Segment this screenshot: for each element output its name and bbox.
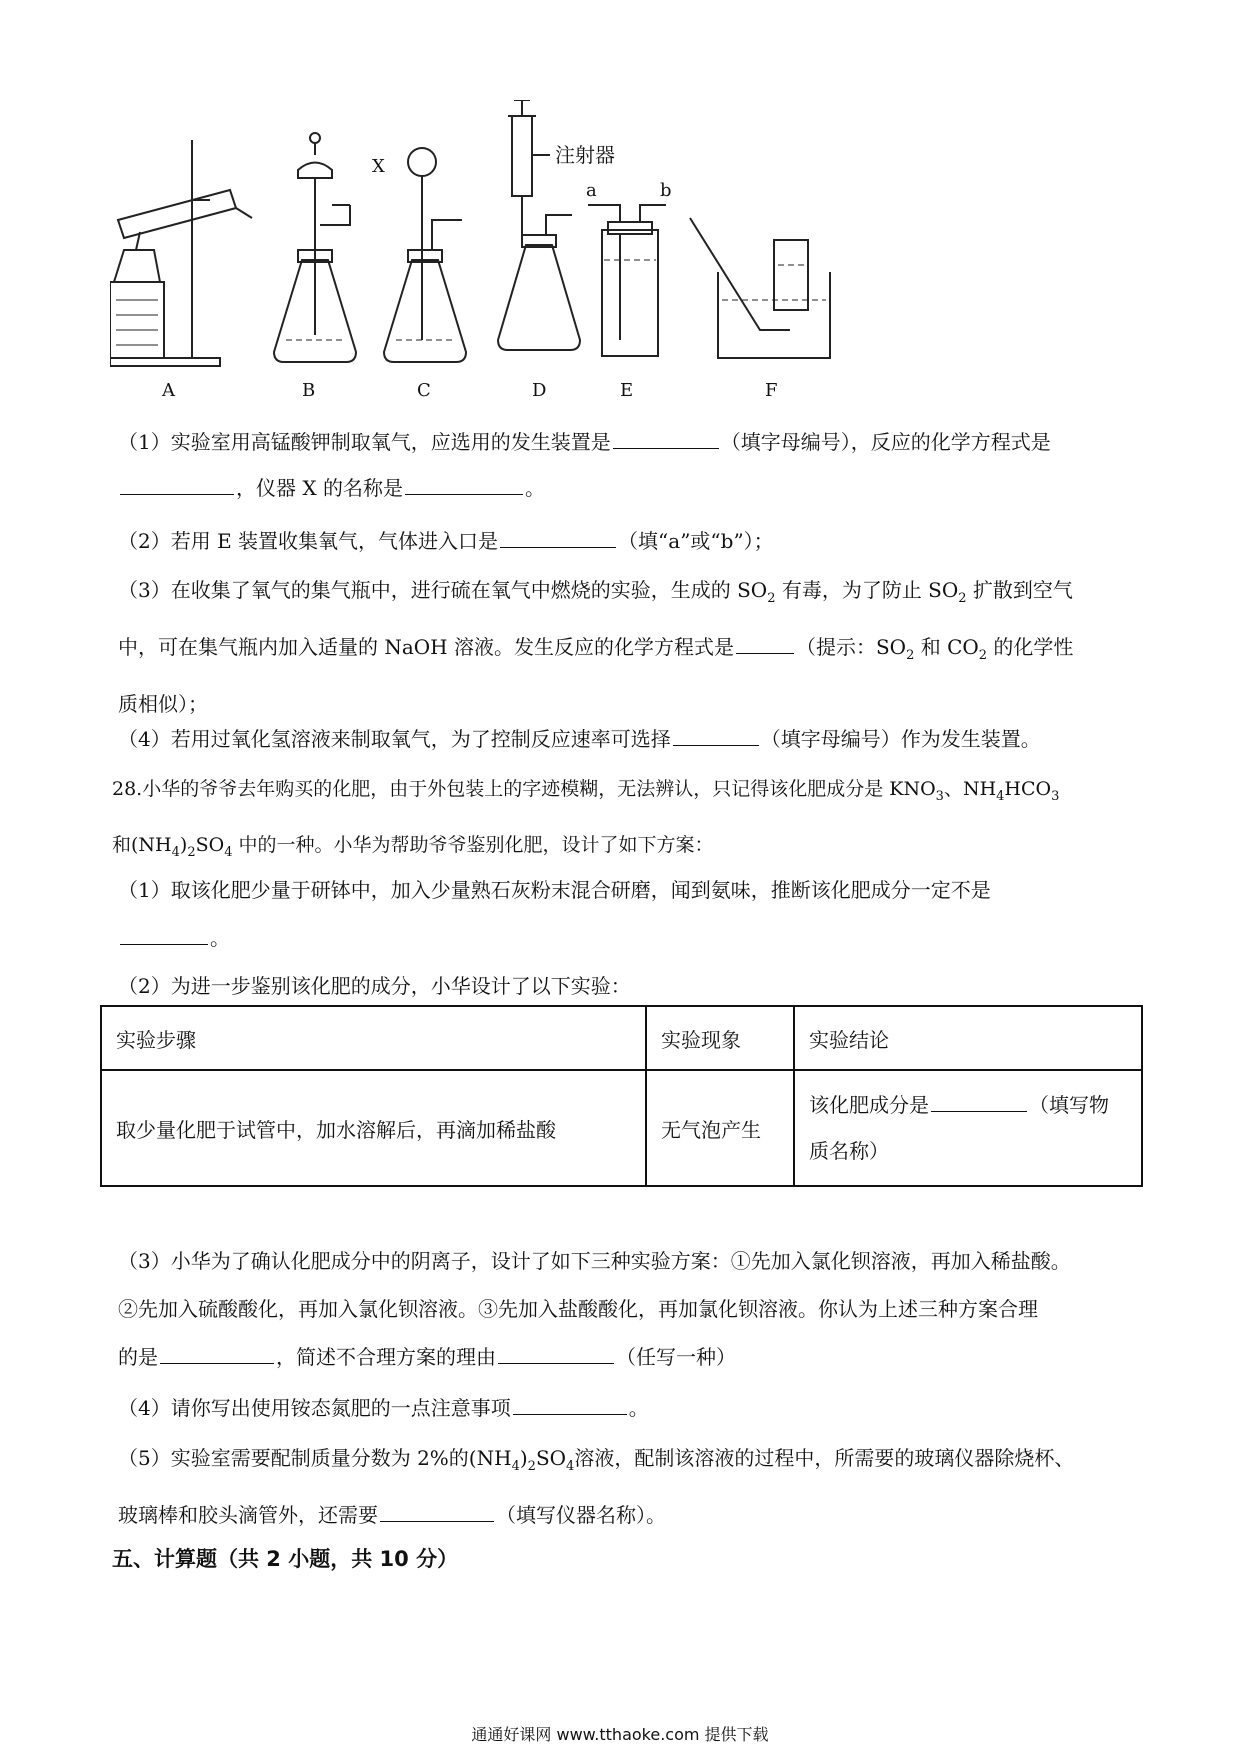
q28-p3-text-d: ，简述不合理方案的理由 — [276, 1345, 496, 1369]
q27-p3-text-c: 扩散到空气 — [966, 578, 1073, 602]
cell-conclusion — [794, 1070, 1142, 1186]
q27-p3-text-b: 有毒，为了防止 SO — [775, 578, 959, 602]
q28-p5-text-b: SO — [535, 1446, 567, 1470]
section-title: 五、计算题（共 2 小题，共 10 分） — [112, 1547, 459, 1571]
subscript: 2 — [906, 648, 915, 663]
apparatus-e — [588, 205, 666, 356]
apparatus-b — [274, 133, 356, 362]
q28-intro-f: SO — [195, 833, 225, 856]
cell-phenomenon: 无气泡产生 — [646, 1070, 794, 1186]
q27-p1-text-d: 。 — [524, 476, 545, 500]
q27-p3-text-a: （3）在收集了氧气的集气瓶中，进行硫在氧气中燃烧的实验，生成的 SO — [118, 578, 768, 602]
cell-step: 取少量化肥于试管中，加水溶解后，再滴加稀盐酸 — [101, 1070, 646, 1186]
q27-p4-text-a: （4）若用过氧化氢溶液来制取氧气，为了控制反应速率可选择 — [118, 727, 671, 751]
q28-p5-text-d: 玻璃棒和胶头滴管外，还需要 — [118, 1503, 378, 1527]
apparatus-f — [690, 218, 830, 358]
q27-p3-text-g: 的化学性 — [987, 635, 1074, 659]
q28-part3 — [118, 1247, 1148, 1371]
answer-blank[interactable] — [120, 474, 234, 495]
subscript: 2 — [958, 591, 967, 606]
q28-part4 — [118, 1394, 1148, 1422]
answer-blank[interactable] — [380, 1501, 494, 1522]
header-conclusion: 实验结论 — [794, 1006, 1142, 1070]
label-inlet-b: b — [660, 180, 672, 201]
q28-p5-text-a: （5）实验室需要配制质量分数为 2%的(NH — [118, 1446, 512, 1470]
experiment-table — [100, 1005, 1143, 1187]
answer-blank[interactable] — [160, 1343, 274, 1364]
q27-p4-text-b: （填字母编号）作为发生装置。 — [760, 727, 1041, 751]
answer-blank[interactable] — [500, 527, 616, 548]
answer-blank[interactable] — [613, 428, 719, 449]
conclusion-text-b: （填写物 — [1029, 1093, 1109, 1117]
q28-p5-text-c: 溶液，配制该溶液的过程中，所需要的玻璃仪器除烧杯、 — [574, 1446, 1075, 1470]
subscript: 4 — [566, 1459, 575, 1474]
apparatus-figure — [110, 100, 960, 420]
answer-blank[interactable] — [513, 1394, 627, 1415]
q28-part2: （2）为进一步鉴别该化肥的成分，小华设计了以下实验： — [118, 974, 631, 998]
answer-blank[interactable] — [405, 474, 523, 495]
answer-blank[interactable] — [498, 1343, 614, 1364]
label-inlet-a: a — [586, 180, 597, 201]
q28-p5-text-e: （填写仪器名称）。 — [496, 1503, 666, 1527]
q27-part4 — [118, 725, 1148, 753]
q27-p3-text-h: 质相似）； — [118, 692, 208, 716]
table-row — [101, 1070, 1142, 1186]
subscript: 2 — [187, 844, 196, 860]
subscript: 4 — [224, 844, 233, 860]
q27-p3-text-e: （提示：SO — [795, 635, 907, 659]
q28-intro-b: 、NH — [943, 778, 997, 800]
q28-intro-d: 和(NH — [112, 833, 172, 856]
q28-p3-text-a: （3）小华为了确认化肥成分中的阴离子，设计了如下三种实验方案：①先加入氯化钡溶液，再加入稀盐酸。 — [118, 1249, 1071, 1273]
answer-blank[interactable] — [673, 725, 759, 746]
label-f: F — [765, 380, 778, 401]
q28-p3-text-c: 的是 — [118, 1345, 158, 1369]
table-header-row — [101, 1006, 1142, 1070]
footer: 通通好课网 www.tthaoke.com 提供下载 — [471, 1725, 769, 1744]
subscript: 3 — [1051, 788, 1060, 804]
q27-p2-text-b: （填“a”或“b”）； — [618, 529, 774, 553]
header-phenomenon: 实验现象 — [646, 1006, 794, 1070]
apparatus-c — [384, 148, 466, 362]
q27-p1-text-b: （填字母编号），反应的化学方程式是 — [720, 430, 1051, 454]
q28-intro-c: HCO — [1004, 778, 1052, 800]
apparatus-d — [498, 100, 580, 350]
q28-part1 — [118, 876, 1148, 952]
q28-p1-text-a: （1）取该化肥少量于研钵中，加入少量熟石灰粉末混合研磨，闻到氨味，推断该化肥成分一定不是 — [118, 878, 991, 902]
q27-p2-text-a: （2）若用 E 装置收集氧气，气体进入口是 — [118, 529, 499, 553]
subscript: 4 — [171, 844, 180, 860]
header-step: 实验步骤 — [101, 1006, 646, 1070]
q28-intro-e: ) — [179, 833, 188, 856]
answer-blank[interactable] — [931, 1091, 1027, 1112]
q27-p1-text-c: ，仪器 X 的名称是 — [236, 476, 403, 500]
q27-part3 — [118, 576, 1148, 718]
answer-blank[interactable] — [120, 924, 208, 945]
subscript: 2 — [978, 648, 988, 663]
label-b: B — [302, 380, 316, 401]
q27-p3-text-f: 和 CO — [914, 635, 979, 659]
subscript: 4 — [511, 1459, 520, 1474]
q28-p3-text-b: ②先加入硫酸酸化，再加入氯化钡溶液。③先加入盐酸酸化，再加氯化钡溶液。你认为上述三种方案合理 — [118, 1297, 1038, 1321]
q27-p1-text-a: （1）实验室用高锰酸钾制取氧气，应选用的发生装置是 — [118, 430, 611, 454]
apparatus-a — [110, 140, 252, 366]
subscript: 2 — [527, 1459, 536, 1474]
q28-intro-g: 中的一种。小华为帮助爷爷鉴别化肥，设计了如下方案： — [232, 833, 714, 856]
label-e: E — [620, 380, 634, 401]
label-d: D — [532, 380, 547, 401]
label-syringe: 注射器 — [555, 143, 615, 167]
conclusion-text-c: 质名称） — [809, 1139, 889, 1163]
q27-part2 — [118, 527, 1148, 555]
q27-p3-text-d: 中，可在集气瓶内加入适量的 NaOH 溶液。发生反应的化学方程式是 — [118, 635, 734, 659]
label-c: C — [417, 380, 431, 401]
q28-intro-a: 28.小华的爷爷去年购买的化肥，由于外包装上的字迹模糊，无法辨认，只记得该化肥成分是 KNO — [112, 778, 936, 800]
q28-p4-text-a: （4）请你写出使用铵态氮肥的一点注意事项 — [118, 1396, 511, 1420]
label-x: X — [372, 156, 385, 177]
subscript: 3 — [935, 788, 944, 804]
label-a: A — [162, 380, 175, 401]
q28-p4-text-b: 。 — [628, 1396, 649, 1420]
answer-blank[interactable] — [736, 633, 794, 654]
q28-intro — [112, 775, 1142, 867]
q28-p3-text-e: （任写一种） — [616, 1345, 736, 1369]
q28-part5: （5）实验室需要配制质量分数为 2%的$(NH_4)_2SO_4$溶液，配制该溶液的过程中，所需要的玻璃仪器除烧杯、 玻璃棒和胶头滴管外，还需要 （填写仪器名称）。 — [118, 1446, 1075, 1527]
conclusion-text-a: 该化肥成分是 — [809, 1093, 929, 1117]
q28-p1-text-b: 。 — [210, 926, 230, 950]
subscript: 2 — [767, 591, 776, 606]
subscript: 4 — [996, 788, 1005, 804]
q27-part1 — [118, 428, 1148, 502]
